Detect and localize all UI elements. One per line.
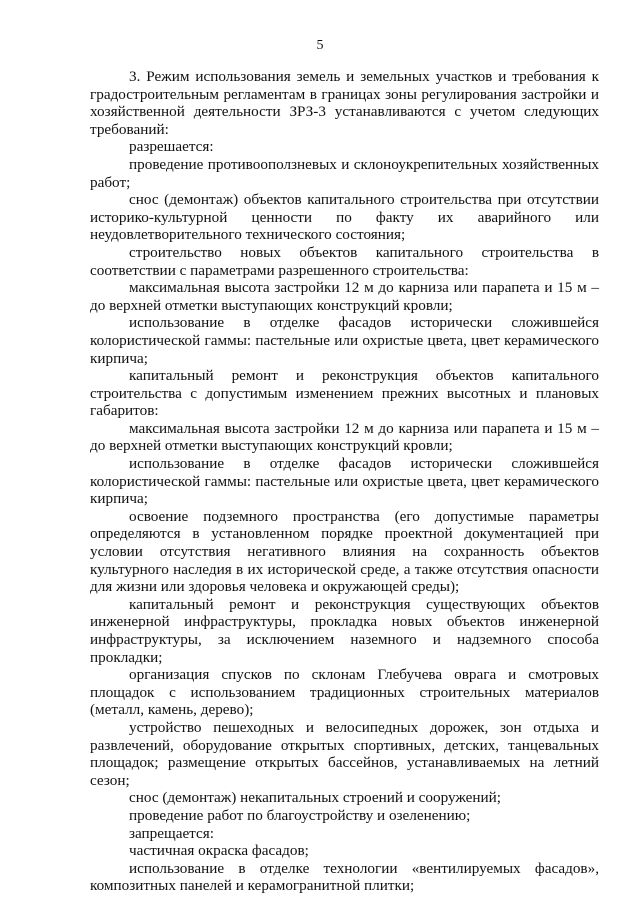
paragraph-engineering-infrastructure: капитальный ремонт и реконструкция существующих объектов инженерной инфраструктуры, прокладка новых объектов инженерной инфраструктуры, за исключением наземного и надземного способа прокладки; (90, 595, 599, 666)
paragraph-demolition-capital: снос (демонтаж) объектов капитального строительства при отсутствии историко-культурной ценности по факту их аварийного или неудовлетворительного технического состояния; (90, 191, 599, 244)
paragraph-facade-colors-1: использование в отделке фасадов исторически сложившейся колористической гаммы: пастельные или охристые цвета, цвет керамического кирпича; (90, 314, 599, 367)
paragraph-facade-colors-2: использование в отделке фасадов исторически сложившейся колористической гаммы: пастельные или охристые цвета, цвет керамического кирпича; (90, 455, 599, 508)
paragraph-max-height-2: максимальная высота застройки 12 м до карниза или парапета и 15 м – до верхней отметки выступающих конструкций кровли; (90, 419, 599, 455)
paragraph-underground-space: освоение подземного пространства (его допустимые параметры определяются в установленном порядке проектной документацией при условии отсутствия негативного влияния на сохранность объектов культурного наследия в их исторической среде, а также отсутствия опасности для жизни или здоровья человека и окружающей среды); (90, 507, 599, 596)
paragraph-paths-and-recreation: устройство пешеходных и велосипедных дорожек, зон отдыха и развлечений, оборудование открытых спортивных, детских, танцевальных площадок; размещение открытых бассейнов, устанавливаемых на летний сезон; (90, 718, 599, 789)
paragraph-partial-painting: частичная окраска фасадов; (129, 842, 309, 860)
page-number: 5 (316, 38, 324, 53)
paragraph-capital-repair: капитальный ремонт и реконструкция объектов капитального строительства с допустимым изменением прежних высотных и плановых габаритов: (90, 367, 599, 420)
paragraph-demolition-noncapital: снос (демонтаж) некапитальных строений и сооружений; (129, 789, 502, 807)
paragraph-landslide-works: проведение противооползневых и склоноукрепительных хозяйственных работ; (90, 155, 599, 191)
paragraph-ravine-descents: организация спусков по склонам Глебучева оврага и смотровых площадок с использованием традиционных строительных материалов (металл, камень, дерево); (90, 666, 599, 719)
paragraph-new-construction: строительство новых объектов капитального строительства в соответствии с параметрами разрешенного строительства: (90, 243, 599, 279)
document-body (90, 68, 599, 895)
paragraph-zone-requirements: 3. Режим использования земель и земельных участков и требования к градостроительным регламентам в границах зоны регулирования застройки и хозяйственной деятельности ЗРЗ-3 устанавливаются с учетом следующих требований: (90, 68, 599, 138)
paragraph-landscaping: проведение работ по благоустройству и озеленению; (129, 806, 471, 824)
paragraph-prohibited-heading: запрещается: (129, 824, 214, 842)
paragraph-max-height-1: максимальная высота застройки 12 м до карниза или парапета и 15 м – до верхней отметки выступающих конструкций кровли; (90, 279, 599, 314)
paragraph-ventilated-facades: использование в отделке технологии «вентилируемых фасадов», композитных панелей и керамогранитной плитки; (90, 859, 599, 895)
paragraph-permitted-heading: разрешается: (129, 138, 214, 156)
